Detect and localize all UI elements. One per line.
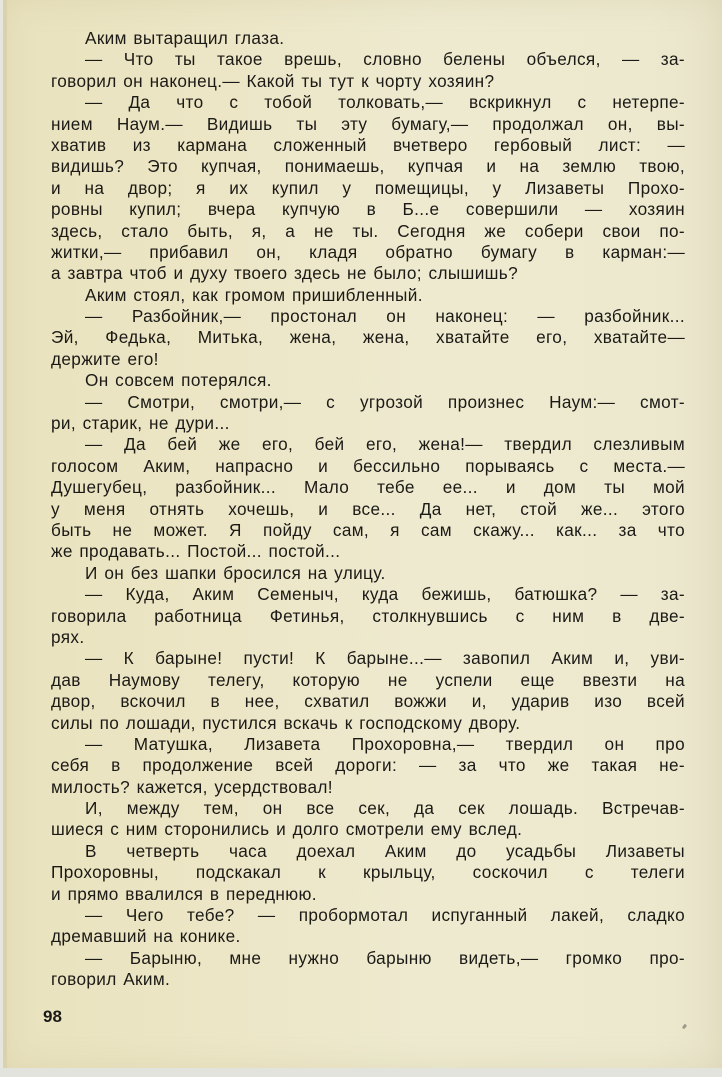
text-line: дав Наумову телегу, которую не успели еще ввезти на (51, 669, 685, 690)
paragraph (51, 370, 685, 391)
text-line: у меня отнять хочешь, и все... Да нет, стой же... этого (51, 498, 685, 519)
text-line: ри, старик, не дури... (51, 413, 230, 434)
text-line: — Разбойник,— простонал он наконец: — разбойник... (85, 306, 685, 327)
text-line: и прямо ввалился в переднюю. (51, 883, 317, 904)
text-line: Эй, Федька, Митька, жена, жена, хватайте его, хватайте— (51, 327, 685, 348)
paragraph (51, 92, 685, 285)
text-line: Душегубец, разбойник... Мало тебе ее... и дом ты мой (51, 477, 685, 498)
text-line: шиеся с ним сторонились и долго смотрели ему вслед. (51, 819, 523, 840)
paragraph (51, 563, 685, 584)
text-line: себя в продолжение всей дороги: — за что же такая не- (51, 755, 685, 776)
text-line: — Куда, Аким Семеныч, куда бежишь, батюшка? — за- (85, 584, 685, 605)
page-number: 98 (43, 1007, 62, 1026)
text-line: — Чего тебе? — пробормотал испуганный лакей, сладко (85, 905, 685, 926)
text-line: говорил Аким. (51, 969, 171, 990)
text-line: здесь, стало быть, я, а не ты. Сегодня же собери свои по- (51, 220, 685, 241)
paragraph (51, 798, 685, 841)
text-line: держите его! (51, 348, 159, 369)
text-line: видишь? Это купчая, понимаешь, купчая и на землю твою, (51, 156, 685, 177)
text-line: — Что ты такое врешь, словно белены объелся, — за- (85, 49, 685, 70)
text-line: хватив из кармана сложенный вчетверо гербовый лист: — (51, 134, 685, 155)
text-line: В четверть часа доехал Аким до усадьбы Лизаветы (85, 840, 685, 861)
text-line: Он совсем потерялся. (85, 370, 272, 391)
paragraph (51, 648, 685, 734)
text-line: силы по лошади, пустился вскачь к господскому двору. (51, 712, 521, 733)
text-line: быть не может. Я пойду сам, я сам скажу... как... за что (51, 519, 685, 540)
text-line: голосом Аким, напрасно и бессильно порываясь с места.— (51, 455, 685, 476)
text-line: Аким стоял, как громом пришибленный. (85, 284, 423, 305)
text-line: — Да что с тобой толковать,— вскрикнул с нетерпе- (85, 92, 685, 113)
paragraph (51, 434, 685, 562)
paragraph (51, 905, 685, 948)
text-line: говорила работница Фетинья, столкнувшись с ним в две- (51, 605, 685, 626)
paragraph (51, 734, 685, 798)
text-line: двор, вскочил в нее, схватил вожжи и, ударив изо всей (51, 691, 685, 712)
text-line: И, между тем, он все сек, да сек лошадь. Встречав- (85, 798, 685, 819)
text-line: и на двор; я их купил у помещицы, у Лизаветы Прохо- (51, 177, 685, 198)
text-line: житки,— прибавил он, кладя обратно бумагу в карман:— (51, 241, 685, 262)
text-line: Аким вытаращил глаза. (85, 28, 285, 48)
text-line: — Смотри, смотри,— с угрозой произнес Наум:— смот- (85, 391, 685, 412)
text-line: ровны купил; вчера купчую в Б...е совершили — хозяин (51, 199, 685, 220)
paragraph (51, 49, 685, 92)
paragraph (51, 285, 685, 306)
page-body-text (51, 28, 685, 991)
text-line: — Матушка, Лизавета Прохоровна,— твердил он про (85, 733, 685, 754)
text-line: — К барыне! пусти! К барыне...— завопил Аким и, уви- (85, 648, 685, 669)
text-line: нием Наум.— Видишь ты эту бумагу,— продолжал он, вы- (51, 113, 685, 134)
text-line: дремавший на конике. (51, 926, 241, 947)
text-line: И он без шапки бросился на улицу. (85, 562, 386, 583)
paper-speck (682, 1024, 687, 1030)
text-line: же продавать... Постой... постой... (51, 541, 341, 562)
paragraph (51, 948, 685, 991)
text-line: говорил он наконец.— Какой ты тут к чорту хозяин? (51, 70, 495, 91)
text-line: Прохоровны, подскакал к крыльцу, соскочил с телеги (51, 862, 685, 883)
text-line: милость? кажется, усердствовал! (51, 776, 333, 797)
text-line: рях. (51, 626, 85, 647)
scan-bottom-edge (0, 1068, 722, 1077)
paragraph (51, 392, 685, 435)
paragraph (51, 306, 685, 370)
paragraph (51, 584, 685, 648)
book-page (3, 0, 722, 1068)
paragraph (51, 841, 685, 905)
paragraph (51, 28, 685, 49)
text-line: а завтра чтоб и духу твоего здесь не было; слышишь? (51, 263, 519, 284)
text-line: — Да бей же его, бей его, жена!— твердил слезливым (85, 434, 685, 455)
text-line: — Барыню, мне нужно барыню видеть,— громко про- (85, 947, 685, 968)
